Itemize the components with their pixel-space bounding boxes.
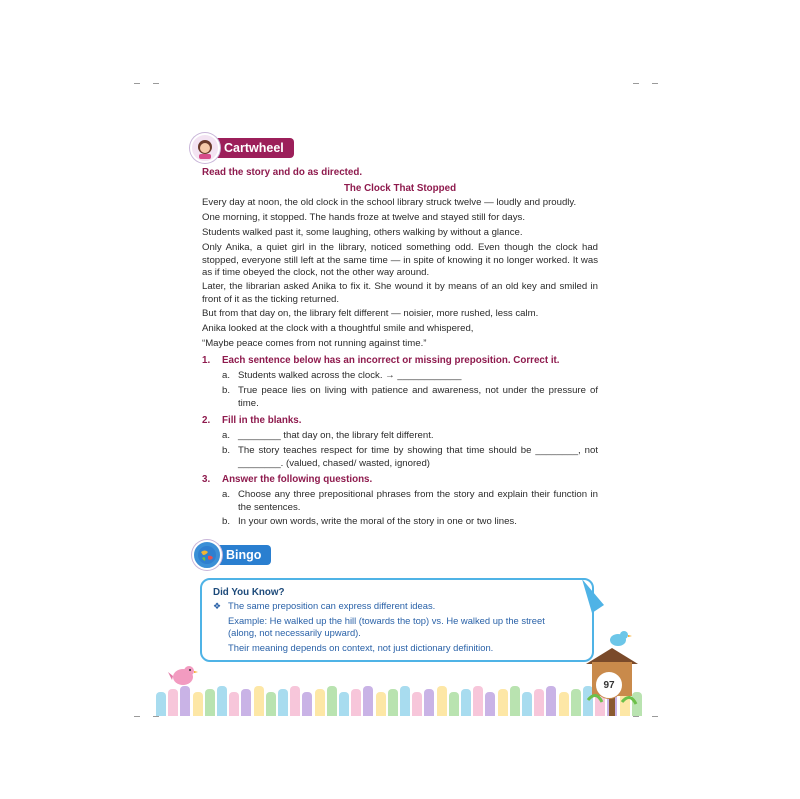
fence-picket [559,692,569,716]
fence-picket [351,689,361,716]
globe-icon [192,540,222,570]
question-heading [202,355,560,366]
fence-picket [376,692,386,716]
picket-fence-decoration [156,684,642,716]
fence-picket [315,689,325,716]
fence-picket [437,686,447,716]
fence-picket [217,686,227,716]
instruction: Read the story and do as directed. [202,167,363,178]
fence-picket [498,689,508,716]
cartwheel-badge [190,133,294,163]
item-text: In your own words, write the moral of the story in one or two lines. [238,516,517,527]
fence-picket [302,692,312,716]
fence-picket [180,686,190,716]
crop-mark [153,716,159,717]
page-number-circle [595,671,623,699]
story-paragraph: Every day at noon, the old clock in the school library struck twelve — loudly and proudly. [202,197,577,208]
item-text: ________ that day on, the library felt different. [238,430,434,441]
question-item [222,430,598,443]
fence-picket [168,689,178,716]
fence-picket [266,692,276,716]
bingo-badge [192,540,271,570]
item-letter: a. [222,430,231,441]
fence-picket [241,689,251,716]
fence-picket [205,689,215,716]
fence-picket [156,692,166,716]
question-heading [202,415,301,426]
fence-picket [254,686,264,716]
question-item [222,370,598,383]
item-letter: b. [222,445,231,456]
fence-picket [229,692,239,716]
question-text: Each sentence below has an incorrect or missing preposition. Correct it. [222,355,560,366]
crop-mark [134,716,140,717]
story-paragraph: Later, the librarian asked Anika to fix it. She wound it by means of an old key and smiled in front of it as the ticking returned. [202,281,598,305]
item-text: The story teaches respect for time by showing that time should be ________, not ________. (valued, chased/ wasted, ignored) [238,445,598,469]
question-heading [202,474,372,485]
question-item [222,516,598,529]
question-item [222,489,598,514]
girl-icon [190,133,220,163]
item-letter: b. [222,516,231,527]
fence-picket [571,689,581,716]
did-you-know-heading: Did You Know? [213,587,285,598]
fence-picket [412,692,422,716]
crop-mark [134,83,140,84]
question-item [222,385,598,410]
story-paragraph: Only Anika, a quiet girl in the library, noticed something odd. Even though the clock had stopped, everyone still left at the same time — in spite of knowing it no longer worked. It was as if time obeyed the clock, not the other way around. [202,242,598,279]
story-paragraph: “Maybe peace comes from not running against time.” [202,338,427,349]
question-text: Fill in the blanks. [222,415,302,426]
crop-mark [652,716,658,717]
fence-picket [424,689,434,716]
fence-picket [193,692,203,716]
fence-picket [363,686,373,716]
question-number: 1. [202,355,211,366]
item-text: Choose any three prepositional phrases from the story and explain their function in the sentences. [238,489,598,513]
question-number: 2. [202,415,211,426]
crop-mark [633,716,639,717]
cartwheel-label: Cartwheel [210,138,294,158]
story-paragraph: One morning, it stopped. The hands froze at twelve and stayed still for days. [202,212,525,223]
fence-picket [522,692,532,716]
fence-picket [473,686,483,716]
bingo-label: Bingo [212,545,271,565]
fence-picket [534,689,544,716]
fence-picket [278,689,288,716]
story-paragraph: But from that day on, the library felt different — noisier, more rushed, less calm. [202,308,539,319]
fence-picket [461,689,471,716]
box-flap-decoration [580,577,606,617]
item-letter: b. [222,385,231,396]
fence-picket [546,686,556,716]
story-paragraph: Students walked past it, some laughing, others walking by without a glance. [202,227,523,238]
fence-picket [290,686,300,716]
crop-mark [652,83,658,84]
fence-picket [510,686,520,716]
fence-picket [485,692,495,716]
crop-mark [153,83,159,84]
item-letter: a. [222,370,231,381]
item-text: True peace lies on living with patience and awareness, not under the pressure of time. [238,385,598,409]
story-paragraph: Anika looked at the clock with a thoughtful smile and whispered, [202,323,474,334]
did-you-know-point: The same preposition can express different ideas. [228,600,436,611]
did-you-know-example: Example: He walked up the hill (towards the top) vs. He walked up the street (along, not necessarily upward). [228,615,545,639]
fence-picket [400,686,410,716]
fence-picket [339,692,349,716]
story-title: The Clock That Stopped [343,183,457,194]
fence-picket [327,686,337,716]
page-number: 97 [603,679,615,691]
bullet-icon: ❖ [213,601,222,611]
did-you-know-note: Their meaning depends on context, not just dictionary definition. [228,642,494,653]
item-letter: a. [222,489,231,500]
question-text: Answer the following questions. [222,474,373,485]
item-text: Students walked across the clock. → ____________ [238,370,462,381]
crop-mark [633,83,639,84]
question-number: 3. [202,474,211,485]
fence-picket [388,689,398,716]
fence-picket [449,692,459,716]
question-item [222,445,598,470]
